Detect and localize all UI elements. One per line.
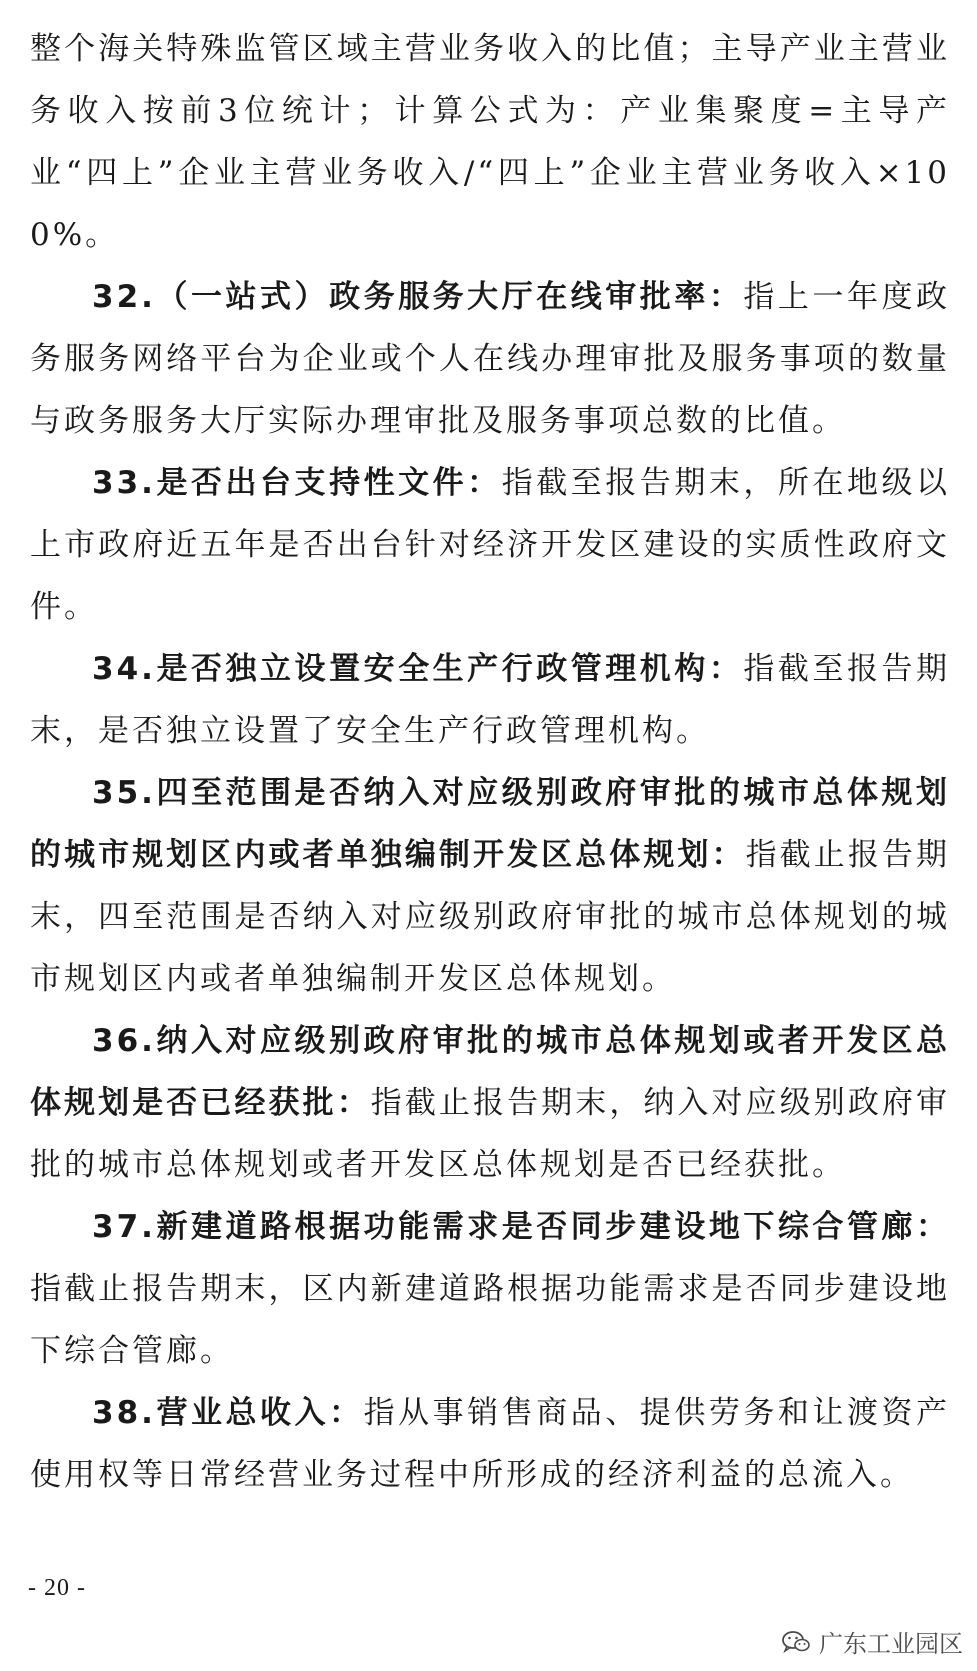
item-38 <box>30 1382 950 1506</box>
item-33 <box>30 452 950 638</box>
item-38-term: 38.营业总收入： <box>92 1395 364 1431</box>
item-33-term: 33.是否出台支持性文件： <box>92 465 502 501</box>
item-34-term: 34.是否独立设置安全生产行政管理机构： <box>92 651 744 687</box>
intro-paragraph: 整个海关特殊监管区域主营业务收入的比值；主导产业主营业务收入按前3位统计；计算公式为：产业集聚度=主导产业“四上”企业主营业务收入/“四上”企业主营业务收入×100%。 <box>30 31 950 253</box>
item-38-text: 指从事销售商品、提供劳务和让渡资产使用权等日常经营业务过程中所形成的经济利益的总流入。 <box>30 1395 950 1493</box>
item-35 <box>30 762 950 1010</box>
item-35-term: 35.四至范围是否纳入对应级别政府审批的城市总体规划的城市规划区内或者单独编制开发区总体规划： <box>30 775 950 873</box>
item-34-text: 指截至报告期末，是否独立设置了安全生产行政管理机构。 <box>30 651 951 749</box>
item-37-term: 37.新建道路根据功能需求是否同步建设地下综合管廊： <box>92 1209 950 1245</box>
item-32 <box>30 266 950 452</box>
item-37 <box>30 1196 950 1382</box>
wechat-icon <box>781 1629 811 1655</box>
item-37-text: 指截止报告期末，区内新建道路根据功能需求是否同步建设地下综合管廊。 <box>30 1271 950 1369</box>
watermark-text: 广东工业园区 <box>819 1630 963 1658</box>
document-body <box>30 18 950 1506</box>
item-34 <box>30 638 950 762</box>
item-35-text: 指截止报告期末，四至范围是否纳入对应级别政府审批的城市总体规划的城市规划区内或者单独编制开发区总体规划。 <box>30 837 951 997</box>
item-32-term: 32.（一站式）政务服务大厅在线审批率： <box>92 279 744 315</box>
item-36-term: 36.纳入对应级别政府审批的城市总体规划或者开发区总体规划是否已经获批： <box>30 1023 950 1121</box>
item-36-text: 指截止报告期末，纳入对应级别政府审批的城市总体规划或者开发区总体规划是否已经获批。 <box>30 1085 951 1183</box>
page-number: - 20 - <box>28 1575 86 1601</box>
item-32-text: 指上一年度政务服务网络平台为企业或个人在线办理审批及服务事项的数量与政务服务大厅实际办理审批及服务事项总数的比值。 <box>30 279 951 439</box>
item-36 <box>30 1010 950 1196</box>
watermark <box>781 1624 963 1659</box>
item-33-text: 指截至报告期末，所在地级以上市政府近五年是否出台针对经济开发区建设的实质性政府文件。 <box>30 465 951 625</box>
